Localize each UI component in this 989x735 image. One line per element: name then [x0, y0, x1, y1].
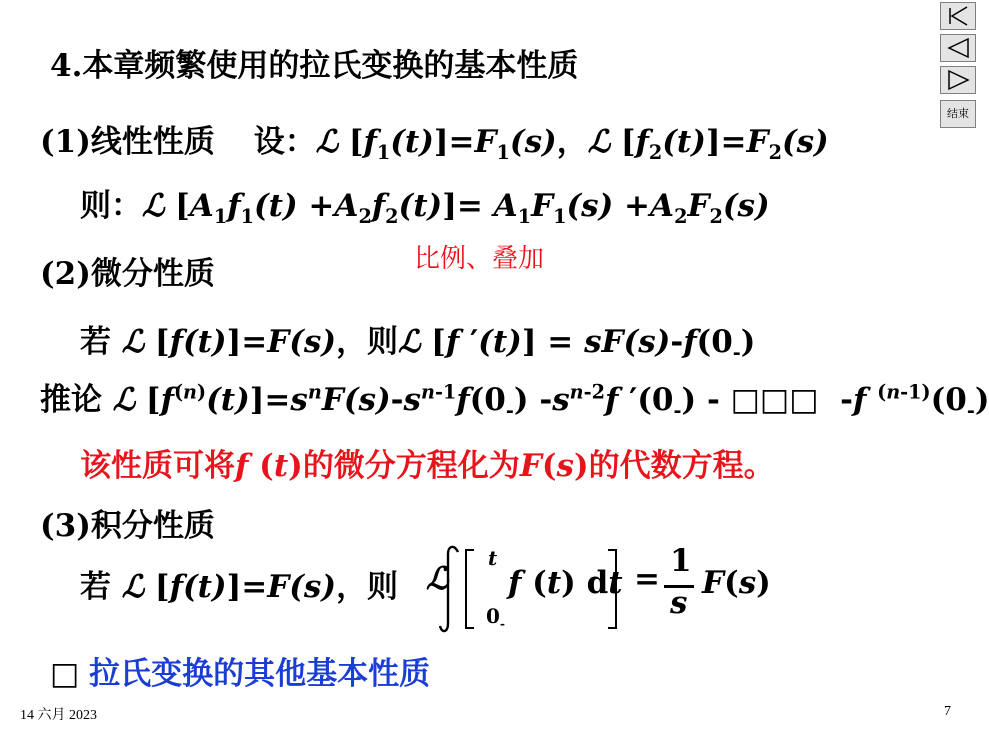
fraction-numerator: 1	[670, 543, 692, 579]
then-label: 则：	[80, 188, 142, 224]
laplace-symbol: ℒ	[142, 188, 165, 224]
first-slide-button[interactable]	[940, 2, 976, 30]
integral-lower-value: 0	[486, 604, 500, 628]
comma: ，	[556, 124, 588, 160]
linearity-result-line: 则：ℒ $[A_1f_1(t) +A_2f_2(t)]= A_1F_1(s) +A_2F_2(s)$	[80, 188, 770, 229]
left-bracket	[466, 550, 474, 628]
fraction-denominator: s	[670, 585, 688, 621]
s-arg: (s)	[509, 124, 557, 160]
other-properties-text: 拉氏变换的其他基本性质	[89, 656, 431, 692]
integration-heading: (3)积分性质	[40, 508, 215, 544]
note-middle: 的微分方程化为	[302, 448, 520, 484]
differentiation-formula: 若 ℒ [f(t)]=F(s)，则ℒ [f $'(t)] = sF(s)-f(0_-)$	[80, 324, 756, 365]
differentiation-heading: (2)微分性质	[40, 256, 215, 292]
other-properties-link[interactable]	[50, 648, 430, 693]
integral-sign	[440, 547, 458, 631]
then-label: ，则	[336, 324, 399, 360]
f-symbol: f	[363, 124, 377, 160]
F-symbol: F	[474, 124, 497, 160]
note-suffix: 的代数方程。	[588, 448, 775, 484]
set-label: 设：	[253, 124, 316, 160]
integrand: f (t) dt	[508, 565, 623, 601]
ellipsis-boxes: □□□	[730, 382, 819, 418]
t-arg: (t)	[390, 124, 434, 160]
slide-navigation	[938, 0, 980, 130]
triangle-left-icon	[941, 35, 975, 61]
F-of-s: F(s)	[702, 565, 771, 601]
laplace-symbol: ℒ	[587, 124, 611, 160]
next-slide-button[interactable]	[940, 66, 976, 94]
corollary-label: 推论	[40, 382, 102, 418]
laplace-symbol: ℒ	[426, 561, 449, 597]
page-number: 7	[944, 704, 951, 719]
footer-date: 14 六月 2023	[20, 708, 97, 723]
end-show-button[interactable]	[940, 100, 976, 128]
triangle-right-icon	[941, 67, 975, 93]
differentiation-note: 该性质可将f (t)的微分方程化为F(s)的代数方程。	[80, 448, 775, 484]
linearity-heading: (1)线性性质	[40, 124, 215, 160]
end-label: 结束	[947, 107, 969, 120]
page-title: 4.本章频繁使用的拉氏变换的基本性质	[50, 48, 579, 84]
if-label: 若	[80, 324, 111, 360]
then-label: ，则	[336, 569, 399, 605]
previous-slide-button[interactable]	[940, 34, 976, 62]
note-prefix: 该性质可将	[80, 448, 235, 484]
if-label: 若	[80, 569, 111, 605]
bullet-box: □	[50, 656, 80, 692]
linearity-line: (1)线性性质 设：ℒ $[f_1(t)]=F_1(s)$，ℒ $[f_2(t)]=F_2(s)$	[40, 124, 829, 165]
differentiation-corollary: 推论 ℒ $[f^{(n)}(t)]=s^nF(s)-s^{n-1}f(0_-)$ $-s^{n-2}f$ $'(0_-)$ - □□□ -f $^{(n-1)}(0_-)$	[40, 380, 989, 423]
first-slide-icon	[941, 3, 975, 29]
integral-upper-limit: t	[488, 546, 498, 570]
laplace-symbol: ℒ	[315, 124, 339, 160]
equals-sign: =	[634, 561, 660, 597]
integral-lower-limit: $0_-$	[486, 604, 506, 631]
proportion-superposition-label: 比例、叠加	[414, 244, 545, 274]
integration-formula-left: 若 ℒ [f(t)]=F(s)，则	[80, 569, 399, 605]
